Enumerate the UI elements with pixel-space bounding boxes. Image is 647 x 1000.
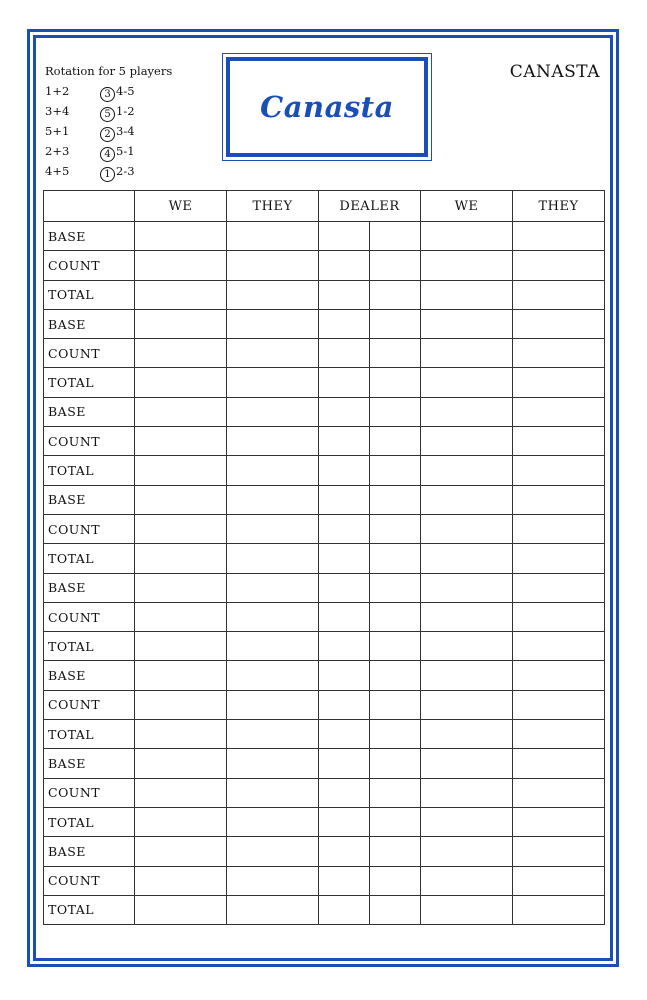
rotation-rest: 1-2 — [116, 104, 135, 118]
they-1-cell[interactable] — [227, 632, 319, 661]
page-title: CANASTA — [509, 62, 600, 82]
header-we-2: WE — [421, 191, 513, 222]
row-label: BASE — [44, 485, 135, 514]
rotation-rest: 5-1 — [116, 144, 135, 158]
they-2-cell[interactable] — [513, 720, 605, 749]
we-1-cell[interactable] — [135, 222, 227, 251]
dealer-left-cell[interactable] — [319, 837, 370, 866]
row-label: BASE — [44, 309, 135, 338]
dealer-left-cell[interactable] — [319, 544, 370, 573]
row-label: TOTAL — [44, 632, 135, 661]
we-1-cell[interactable] — [135, 690, 227, 719]
dealer-left-cell[interactable] — [319, 456, 370, 485]
row-label: BASE — [44, 397, 135, 426]
they-1-cell[interactable] — [227, 368, 319, 397]
they-1-cell[interactable] — [227, 807, 319, 836]
circled-number: 1 — [100, 167, 115, 182]
we-2-cell[interactable] — [421, 661, 513, 690]
table-row — [44, 720, 605, 749]
they-2-cell[interactable] — [513, 544, 605, 573]
they-1-cell[interactable] — [227, 339, 319, 368]
we-2-cell[interactable] — [421, 837, 513, 866]
table-row — [44, 222, 605, 251]
row-label: BASE — [44, 837, 135, 866]
we-1-cell[interactable] — [135, 837, 227, 866]
rotation-pair: 4+5 — [45, 164, 70, 178]
they-2-cell[interactable] — [513, 339, 605, 368]
we-2-cell[interactable] — [421, 866, 513, 895]
rotation-pair: 2+3 — [45, 144, 70, 158]
we-1-cell[interactable] — [135, 514, 227, 543]
we-1-cell[interactable] — [135, 661, 227, 690]
dealer-right-cell[interactable] — [370, 514, 421, 543]
table-row — [44, 602, 605, 631]
dealer-right-cell[interactable] — [370, 368, 421, 397]
dealer-right-cell[interactable] — [370, 427, 421, 456]
row-label: TOTAL — [44, 895, 135, 924]
we-1-cell[interactable] — [135, 778, 227, 807]
dealer-right-cell[interactable] — [370, 866, 421, 895]
they-2-cell[interactable] — [513, 895, 605, 924]
dealer-left-cell[interactable] — [319, 778, 370, 807]
dealer-right-cell[interactable] — [370, 749, 421, 778]
they-1-cell[interactable] — [227, 866, 319, 895]
we-1-cell[interactable] — [135, 895, 227, 924]
we-2-cell[interactable] — [421, 427, 513, 456]
row-label: COUNT — [44, 690, 135, 719]
dealer-right-cell[interactable] — [370, 309, 421, 338]
we-2-cell[interactable] — [421, 514, 513, 543]
dealer-left-cell[interactable] — [319, 339, 370, 368]
dealer-right-cell[interactable] — [370, 778, 421, 807]
we-1-cell[interactable] — [135, 339, 227, 368]
we-1-cell[interactable] — [135, 602, 227, 631]
rotation-sequence — [100, 141, 135, 162]
they-2-cell[interactable] — [513, 251, 605, 280]
dealer-right-cell[interactable] — [370, 895, 421, 924]
rotation-pair: 5+1 — [45, 124, 70, 138]
we-2-cell[interactable] — [421, 397, 513, 426]
dealer-left-cell[interactable] — [319, 251, 370, 280]
table-row — [44, 251, 605, 280]
circled-number: 4 — [100, 147, 115, 162]
we-1-cell[interactable] — [135, 427, 227, 456]
we-1-cell[interactable] — [135, 573, 227, 602]
we-1-cell[interactable] — [135, 749, 227, 778]
table-row — [44, 485, 605, 514]
we-2-cell[interactable] — [421, 720, 513, 749]
dealer-right-cell[interactable] — [370, 456, 421, 485]
we-2-cell[interactable] — [421, 778, 513, 807]
dealer-right-cell[interactable] — [370, 661, 421, 690]
dealer-right-cell[interactable] — [370, 573, 421, 602]
we-2-cell[interactable] — [421, 690, 513, 719]
they-2-cell[interactable] — [513, 309, 605, 338]
they-2-cell[interactable] — [513, 690, 605, 719]
table-row — [44, 397, 605, 426]
row-label: TOTAL — [44, 544, 135, 573]
rotation-title: Rotation for 5 players — [45, 64, 173, 78]
they-1-cell[interactable] — [227, 544, 319, 573]
we-2-cell[interactable] — [421, 251, 513, 280]
row-label: TOTAL — [44, 280, 135, 309]
table-row — [44, 280, 605, 309]
dealer-left-cell[interactable] — [319, 368, 370, 397]
they-2-cell[interactable] — [513, 397, 605, 426]
score-table — [43, 190, 605, 925]
rotation-sequence — [100, 121, 135, 142]
they-2-cell[interactable] — [513, 427, 605, 456]
circled-number: 3 — [100, 87, 115, 102]
dealer-right-cell[interactable] — [370, 690, 421, 719]
we-1-cell[interactable] — [135, 485, 227, 514]
they-1-cell[interactable] — [227, 485, 319, 514]
table-row — [44, 427, 605, 456]
table-row — [44, 690, 605, 719]
dealer-left-cell[interactable] — [319, 720, 370, 749]
we-1-cell[interactable] — [135, 807, 227, 836]
rotation-rest: 4-5 — [116, 84, 135, 98]
we-1-cell[interactable] — [135, 397, 227, 426]
row-label: TOTAL — [44, 368, 135, 397]
they-1-cell[interactable] — [227, 222, 319, 251]
dealer-right-cell[interactable] — [370, 602, 421, 631]
rotation-rest: 2-3 — [116, 164, 135, 178]
circled-number: 2 — [100, 127, 115, 142]
dealer-left-cell[interactable] — [319, 807, 370, 836]
we-2-cell[interactable] — [421, 632, 513, 661]
dealer-right-cell[interactable] — [370, 339, 421, 368]
they-2-cell[interactable] — [513, 866, 605, 895]
we-2-cell[interactable] — [421, 807, 513, 836]
they-2-cell[interactable] — [513, 456, 605, 485]
header-dealer: DEALER — [319, 191, 421, 222]
they-2-cell[interactable] — [513, 368, 605, 397]
they-1-cell[interactable] — [227, 690, 319, 719]
they-1-cell[interactable] — [227, 397, 319, 426]
we-1-cell[interactable] — [135, 456, 227, 485]
they-1-cell[interactable] — [227, 602, 319, 631]
dealer-left-cell[interactable] — [319, 602, 370, 631]
they-1-cell[interactable] — [227, 514, 319, 543]
dealer-left-cell[interactable] — [319, 866, 370, 895]
we-2-cell[interactable] — [421, 309, 513, 338]
we-1-cell[interactable] — [135, 866, 227, 895]
dealer-left-cell[interactable] — [319, 309, 370, 338]
they-2-cell[interactable] — [513, 573, 605, 602]
we-2-cell[interactable] — [421, 544, 513, 573]
header-they-1: THEY — [227, 191, 319, 222]
table-row — [44, 661, 605, 690]
dealer-left-cell[interactable] — [319, 222, 370, 251]
they-2-cell[interactable] — [513, 661, 605, 690]
dealer-right-cell[interactable] — [370, 807, 421, 836]
rotation-rest: 3-4 — [116, 124, 135, 138]
we-2-cell[interactable] — [421, 368, 513, 397]
table-row — [44, 895, 605, 924]
row-label: COUNT — [44, 778, 135, 807]
logo-frame — [226, 57, 428, 157]
they-1-cell[interactable] — [227, 309, 319, 338]
dealer-right-cell[interactable] — [370, 544, 421, 573]
dealer-left-cell[interactable] — [319, 690, 370, 719]
header-they-2: THEY — [513, 191, 605, 222]
they-1-cell[interactable] — [227, 895, 319, 924]
dealer-left-cell[interactable] — [319, 895, 370, 924]
they-2-cell[interactable] — [513, 632, 605, 661]
we-2-cell[interactable] — [421, 485, 513, 514]
rotation-sequence — [100, 81, 135, 102]
dealer-right-cell[interactable] — [370, 222, 421, 251]
rotation-pair: 1+2 — [45, 84, 70, 98]
row-label: COUNT — [44, 514, 135, 543]
we-1-cell[interactable] — [135, 368, 227, 397]
table-row — [44, 573, 605, 602]
dealer-left-cell[interactable] — [319, 427, 370, 456]
row-label: BASE — [44, 749, 135, 778]
table-row — [44, 632, 605, 661]
they-2-cell[interactable] — [513, 602, 605, 631]
header-we-1: WE — [135, 191, 227, 222]
we-2-cell[interactable] — [421, 749, 513, 778]
table-row — [44, 368, 605, 397]
we-1-cell[interactable] — [135, 720, 227, 749]
they-1-cell[interactable] — [227, 427, 319, 456]
row-label: COUNT — [44, 602, 135, 631]
they-2-cell[interactable] — [513, 280, 605, 309]
they-1-cell[interactable] — [227, 456, 319, 485]
table-row — [44, 456, 605, 485]
we-1-cell[interactable] — [135, 280, 227, 309]
they-1-cell[interactable] — [227, 778, 319, 807]
dealer-left-cell[interactable] — [319, 280, 370, 309]
dealer-right-cell[interactable] — [370, 837, 421, 866]
row-label: TOTAL — [44, 807, 135, 836]
dealer-right-cell[interactable] — [370, 485, 421, 514]
logo-text: Canasta — [260, 90, 394, 124]
we-2-cell[interactable] — [421, 339, 513, 368]
row-label: COUNT — [44, 251, 135, 280]
table-row — [44, 544, 605, 573]
row-label: BASE — [44, 573, 135, 602]
dealer-left-cell[interactable] — [319, 573, 370, 602]
dealer-left-cell[interactable] — [319, 632, 370, 661]
rotation-pair: 3+4 — [45, 104, 70, 118]
they-2-cell[interactable] — [513, 514, 605, 543]
row-label: COUNT — [44, 427, 135, 456]
dealer-left-cell[interactable] — [319, 485, 370, 514]
we-2-cell[interactable] — [421, 895, 513, 924]
table-row — [44, 339, 605, 368]
rotation-sequence — [100, 101, 135, 122]
we-2-cell[interactable] — [421, 602, 513, 631]
they-2-cell[interactable] — [513, 749, 605, 778]
row-label: TOTAL — [44, 720, 135, 749]
we-2-cell[interactable] — [421, 280, 513, 309]
we-2-cell[interactable] — [421, 573, 513, 602]
we-1-cell[interactable] — [135, 632, 227, 661]
they-1-cell[interactable] — [227, 749, 319, 778]
dealer-left-cell[interactable] — [319, 514, 370, 543]
rotation-sequence — [100, 161, 135, 182]
dealer-right-cell[interactable] — [370, 632, 421, 661]
we-1-cell[interactable] — [135, 309, 227, 338]
dealer-left-cell[interactable] — [319, 397, 370, 426]
row-label: TOTAL — [44, 456, 135, 485]
table-row — [44, 309, 605, 338]
they-2-cell[interactable] — [513, 778, 605, 807]
table-row — [44, 514, 605, 543]
dealer-left-cell[interactable] — [319, 749, 370, 778]
they-1-cell[interactable] — [227, 251, 319, 280]
table-row — [44, 866, 605, 895]
header-row — [44, 191, 605, 222]
we-2-cell[interactable] — [421, 456, 513, 485]
they-2-cell[interactable] — [513, 837, 605, 866]
row-label: BASE — [44, 222, 135, 251]
they-1-cell[interactable] — [227, 661, 319, 690]
dealer-left-cell[interactable] — [319, 661, 370, 690]
dealer-right-cell[interactable] — [370, 397, 421, 426]
table-row — [44, 807, 605, 836]
they-2-cell[interactable] — [513, 222, 605, 251]
they-2-cell[interactable] — [513, 807, 605, 836]
table-row — [44, 837, 605, 866]
row-label: BASE — [44, 661, 135, 690]
they-1-cell[interactable] — [227, 573, 319, 602]
they-2-cell[interactable] — [513, 485, 605, 514]
they-1-cell[interactable] — [227, 280, 319, 309]
dealer-right-cell[interactable] — [370, 280, 421, 309]
we-2-cell[interactable] — [421, 222, 513, 251]
header-corner — [44, 191, 135, 222]
we-1-cell[interactable] — [135, 251, 227, 280]
row-label: COUNT — [44, 866, 135, 895]
they-1-cell[interactable] — [227, 720, 319, 749]
dealer-right-cell[interactable] — [370, 720, 421, 749]
row-label: COUNT — [44, 339, 135, 368]
table-row — [44, 749, 605, 778]
dealer-right-cell[interactable] — [370, 251, 421, 280]
logo — [222, 53, 432, 161]
table-row — [44, 778, 605, 807]
we-1-cell[interactable] — [135, 544, 227, 573]
circled-number: 5 — [100, 107, 115, 122]
they-1-cell[interactable] — [227, 837, 319, 866]
